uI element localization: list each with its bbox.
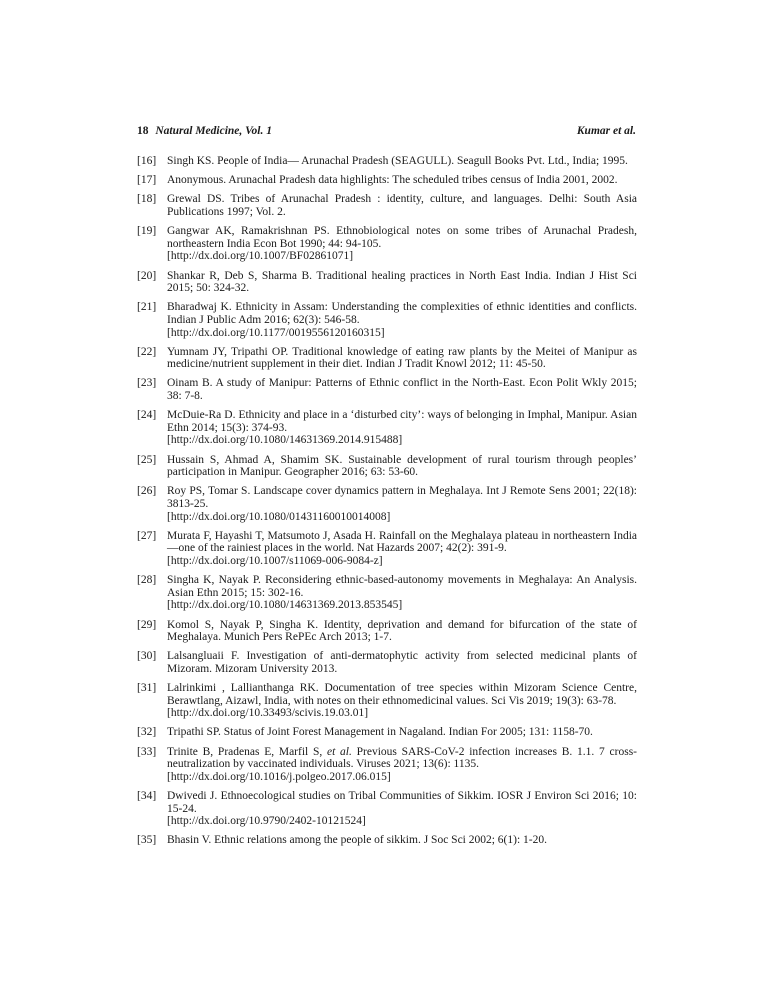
reference-item [137,746,637,784]
reference-doi-link[interactable]: [http://dx.doi.org/10.33493/scivis.19.03.01] [167,707,369,720]
reference-item [137,409,637,447]
reference-number: [31] [137,682,157,695]
reference-number: [28] [137,574,157,587]
reference-item [137,530,637,568]
reference-doi-link[interactable]: [http://dx.doi.org/10.1080/14631369.2014.915488] [167,434,403,447]
running-header [137,125,636,139]
reference-text: Shankar R, Deb S, Sharma B. Traditional healing practices in North East India. Indian J Hist Sci 2015; 50: 324-32. [167,269,637,295]
reference-item [137,193,637,218]
reference-text: Gangwar AK, Ramakrishnan PS. Ethnobiological notes on some tribes of Arunachal Pradesh, northeastern India Econ Bot 1990; 44: 94-105. [167,225,637,250]
reference-number: [25] [137,453,157,466]
reference-item [137,726,637,739]
reference-item [137,454,637,479]
reference-item [137,682,637,720]
reference-item [137,790,637,828]
page-number: 18 [137,125,149,137]
reference-text: Singha K, Nayak P. Reconsidering ethnic-based-autonomy movements in Meghalaya: An Analysis. Asian Ethn 2015; 15: 302-16. [167,574,637,599]
reference-item [137,650,637,675]
reference-text: Hussain S, Ahmad A, Shamim SK. Sustainable development of rural tourism through peoples’ participation in Manipur. Geographer 2016; 63: 53-60. [167,453,637,479]
reference-number: [19] [137,225,157,238]
reference-text: Komol S, Nayak P, Singha K. Identity, deprivation and demand for bifurcation of the state of Meghalaya. Munich Pers RePEc Arch 2013; 1-7. [167,618,637,644]
reference-item [137,270,637,295]
reference-item [137,377,637,402]
reference-item [137,834,637,847]
reference-doi-link[interactable]: [http://dx.doi.org/10.1177/0019556120160315] [167,326,385,339]
reference-number: [32] [137,726,157,739]
reference-number: [33] [137,745,157,758]
reference-text: Lalrinkimi , Lallianthanga RK. Documentation of tree species within Mizoram Science Centre, Berawtlang, Aizawl, India, with notes on their ethnomedicinal values. Sci Vis 2019; 19(3): 63-78. [167,682,637,707]
reference-text-authors: Trinite B, Pradenas E, Marfil S, [167,745,327,758]
reference-item [137,174,637,187]
reference-text: Dwivedi J. Ethnoecological studies on Tribal Communities of Sikkim. IOSR J Environ Sci 2016; 10: 15-24. [167,790,637,815]
reference-text: Anonymous. Arunachal Pradesh data highlights: The scheduled tribes census of India 2001, 2002. [167,174,618,187]
reference-text: Roy PS, Tomar S. Landscape cover dynamics pattern in Meghalaya. Int J Remote Sens 2001; 22(18): 3813-25. [167,485,637,510]
reference-item [137,225,637,263]
reference-number: [17] [137,174,157,187]
reference-text: Tripathi SP. Status of Joint Forest Management in Nagaland. Indian For 2005; 131: 1158-70. [167,726,593,739]
reference-text: Lalsangluaii F. Investigation of anti-dermatophytic activity from selected medicinal plants of Mizoram. Mizoram University 2013. [167,650,637,675]
reference-text: Murata F, Hayashi T, Matsumoto J, Asada H. Rainfall on the Meghalaya plateau in northeastern India—one of the rainiest places in the world. Nat Hazards 2007; 42(2): 391-9. [167,529,637,555]
reference-number: [24] [137,409,157,422]
reference-item [137,619,637,644]
reference-number: [30] [137,650,157,663]
reference-number: [16] [137,155,157,167]
reference-doi-link[interactable]: [http://dx.doi.org/10.9790/2402-10121524] [167,815,366,828]
reference-text: Bharadwaj K. Ethnicity in Assam: Understanding the complexities of ethnic identities and conflicts. Indian J Public Adm 2016; 62(3): 546-58. [167,301,637,326]
reference-text: Singh KS. People of India— Arunachal Pradesh (SEAGULL). Seagull Books Pvt. Ltd., India; 1995. [167,155,628,167]
reference-doi-link[interactable]: [http://dx.doi.org/10.1016/j.polgeo.2017.06.015] [167,770,391,783]
reference-number: [23] [137,377,157,390]
reference-number: [20] [137,269,157,282]
reference-number: [34] [137,790,157,803]
reference-number: [26] [137,485,157,498]
reference-number: [27] [137,529,157,542]
reference-item [137,301,637,339]
header-left [137,125,272,137]
reference-doi-link[interactable]: [http://dx.doi.org/10.1007/BF02861071] [167,250,354,263]
reference-list [137,155,637,854]
reference-text: Oinam B. A study of Manipur: Patterns of Ethnic conflict in the North-East. Econ Polit Wkly 2015; 38: 7-8. [167,377,637,403]
header-authors: Kumar et al. [576,125,636,137]
reference-doi-link[interactable]: [http://dx.doi.org/10.1080/01431160010014008] [167,510,391,523]
reference-text: Bhasin V. Ethnic relations among the people of sikkim. J Soc Sci 2002; 6(1): 1-20. [167,834,547,847]
reference-item [137,574,637,612]
reference-text-rest: Previous SARS-CoV-2 infection increases B. 1.1. 7 cross-neutralization by vaccinated individuals. Viruses 2021; 13(6): 1135. [167,745,637,771]
reference-item [137,155,637,168]
reference-number: [22] [137,345,157,358]
reference-text [167,746,637,771]
reference-text: McDuie-Ra D. Ethnicity and place in a ‘disturbed city’: ways of belonging in Imphal, Manipur. Asian Ethn 2014; 15(3): 374-93. [167,409,637,434]
reference-number: [35] [137,834,157,847]
reference-number: [18] [137,193,157,206]
reference-et-al: et al. [327,745,352,758]
reference-doi-link[interactable]: [http://dx.doi.org/10.1007/s11069-006-9084-z] [167,554,383,567]
reference-doi-link[interactable]: [http://dx.doi.org/10.1080/14631369.2013.853545] [167,599,403,612]
reference-item [137,485,637,523]
reference-item [137,346,637,371]
reference-text: Grewal DS. Tribes of Arunachal Pradesh : identity, culture, and languages. Delhi: South Asia Publications 1997; Vol. 2. [167,193,637,218]
reference-number: [29] [137,618,157,631]
reference-number: [21] [137,301,157,314]
reference-text: Yumnam JY, Tripathi OP. Traditional knowledge of eating raw plants by the Meitei of Manipur as medicine/nutrient supplement in their diet. Indian J Tradit Knowl 2012; 11: 45-50. [167,345,637,371]
journal-title: Natural Medicine, Vol. 1 [155,125,272,137]
